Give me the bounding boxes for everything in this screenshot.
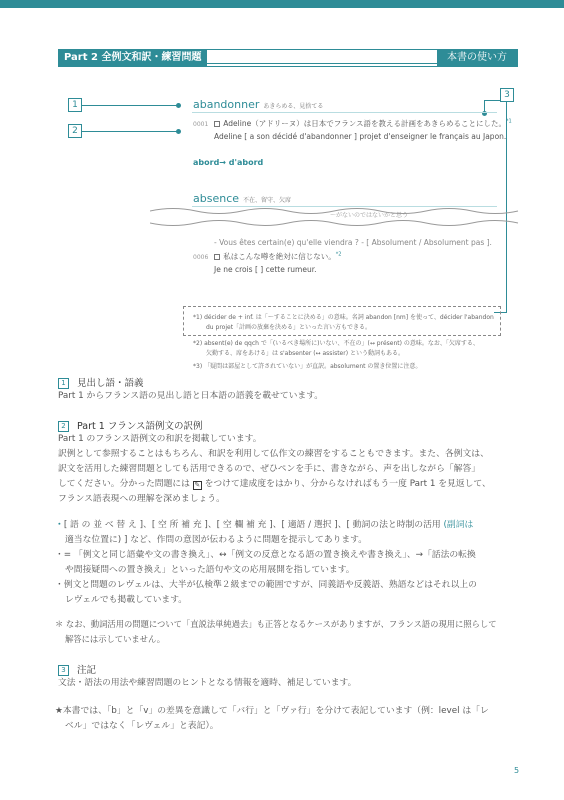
section-title: 本書の使い方: [437, 50, 517, 66]
section-2-body: Part 1 のフランス語例文の和訳を掲載しています。 訳例として参照することはもちろん、和訳を利用して仏作文の練習をすることもできます。また、各例文は、 訳文を活用した練習問題としても活用できるので、ぜひペンを手に、書きながら、声を出しながら「解答」 してください。分かった問題には ✎ をつけて達成度をはかり、分からなければもう一度 Part 1 を見返して、 フランス語表現への理解を深めましょう。: [58, 434, 491, 504]
example-ja-0001: 0001 Adeline（アドリーヌ）は日本でフランス語を教える計画をあきらめることにした。$^{*1}$: [193, 118, 512, 128]
part-label: Part 2 全例文和訳・練習問題: [58, 50, 207, 66]
note-1a: *1) décider de + inf. は「～することに決める」の意味。名詞 abandon [nm] を使って、décider l'abandon: [193, 314, 494, 321]
star-note: ★本書では、「b」と「v」の差異を意識して「バ行」と「ヴァ行」を分けて表記しています（例：level は「レ ベル」ではなく「レヴェル」と表記）。: [55, 706, 489, 731]
bullet-symbols: ・= 「例文と同じ語彙や文の書き換え」、↔「例文の反意となる語の置き換えや書き換え」、→「話法の転換 や間接疑問への置き換え」といった語句や文の応用展開を指しています。: [55, 550, 476, 575]
callout-2-dot: [176, 129, 181, 134]
callout-2: 2: [68, 124, 82, 138]
note-1b: du projet「計画の放棄を決める」といった言い方もできる。: [206, 324, 372, 331]
top-accent-bar: [0, 0, 564, 8]
note-2b: 欠勤する、席をあける」は s'absenter (↔ assister) という動詞もある。: [206, 350, 404, 357]
entry-headword-absence: absence 不在、留守、欠席: [193, 192, 292, 205]
example-fr-dialogue: - Vous êtes certain(e) qu'elle viendra ? - [ Absolument / Absolument pas ].: [214, 238, 492, 247]
cross-reference: abord→ d'abord: [193, 158, 264, 167]
callout-3-leader-h: [484, 100, 500, 101]
callout-3: 3: [500, 88, 514, 102]
example-fr-0006: Je ne crois [ ] cette rumeur.: [214, 265, 317, 274]
section-3-body: 文法・語法の用法や練習問題のヒントとなる情報を適時、補足しています。: [58, 678, 357, 688]
page-header: [58, 49, 518, 67]
example-fr-0001: Adeline [ a son décidé d'abandonner ] projet d'enseigner le français au Japon.: [214, 132, 507, 141]
callout-1: 1: [68, 98, 82, 112]
note-2a: *2) absent(e) de qqch で「(いるべき場所に)いない、不在の」(↔ présent) の意味。なお、「欠席する、: [193, 340, 479, 347]
section-3-heading: 3 注記: [58, 662, 96, 676]
section-1-body: Part 1 からフランス語の見出し語と日本語の語義を載せています。: [58, 391, 324, 401]
bullet-level: ・例文と問題のレヴェルは、大半が仏検準２級までの範囲ですが、同義語や反義語、熟語などはそれ以上の レヴェルでも掲載しています。: [55, 580, 477, 605]
entry-headword-abandonner: abandonner あきらめる、見捨てる: [193, 98, 324, 111]
bullet-problem-types: ・[ 語 の 並 べ 替 え ]、[ 空 所 補 充 ]、[ 空 欄 補 充 ]、[ 適語 / 選択 ]、[ 動詞の法と時制の活用 (副詞は 適当な位置に) ] など、作問の意図が伝わるように問題を提示してあります。: [55, 520, 474, 545]
section-2-heading: 2 Part 1 フランス語例文の訳例: [58, 418, 203, 432]
note-3: *3) 「疑問は部屋として許されていない」が直訳。absolument の置き位置に注意。: [193, 363, 422, 370]
checkbox-icon: [214, 121, 220, 127]
callout-1-dot: [176, 103, 181, 108]
asterisk-note: ＊ なお、動詞活用の問題について「直説法単純過去」も正答となるケースがありますが、フランス語の現用に照らして 解答には示していません。: [55, 619, 497, 644]
checkbox-icon-2: [214, 254, 220, 260]
callout-1-leader: [82, 105, 178, 106]
check-pencil-icon: ✎: [194, 481, 201, 489]
blurred-text: ～がないのではないかと思う: [330, 212, 409, 219]
headword-underline: [192, 112, 497, 113]
cut-wave-bottom: [150, 218, 520, 228]
page-number: 5: [514, 766, 520, 775]
example-ja-0006: 0006 私はこんな噂を絶対に信じない。$^{*2}$: [193, 251, 342, 261]
section-1-heading: 1 見出し語・語義: [58, 375, 144, 389]
notes-box: [183, 306, 501, 336]
callout-2-leader: [82, 131, 178, 132]
